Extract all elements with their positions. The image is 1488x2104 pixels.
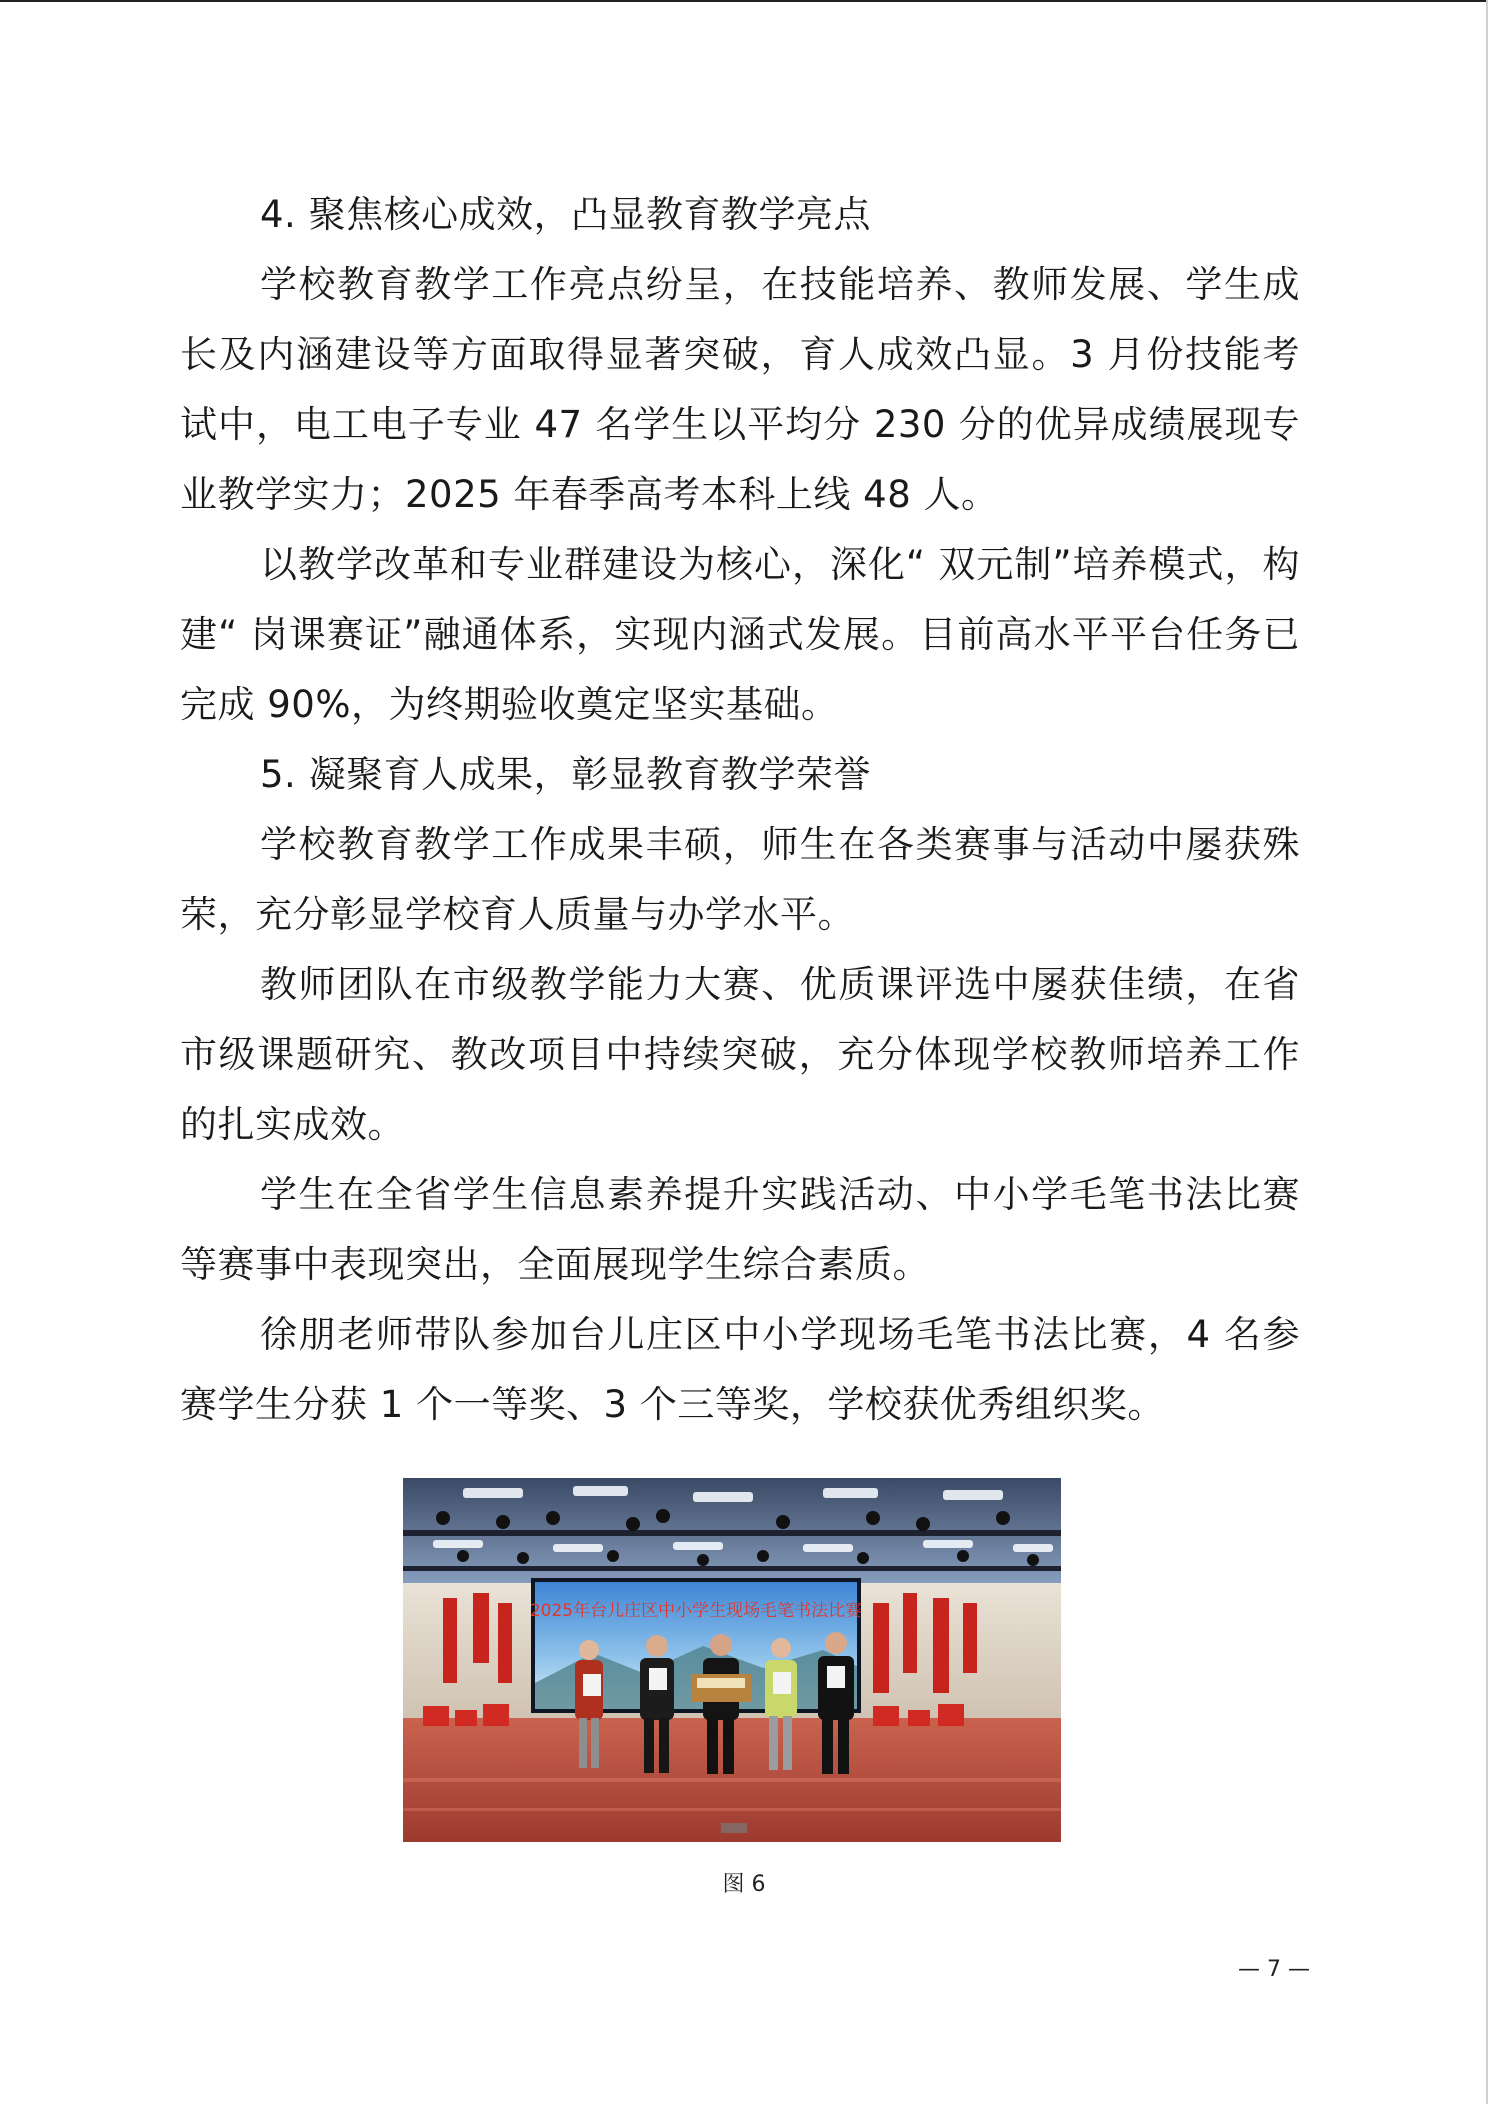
- competition-photo: [403, 1478, 1061, 1842]
- paragraph: 以教学改革和专业群建设为核心，深化“ 双元制”培养模式，构建“ 岗课赛证”融通体系，实现内涵式发展。目前高水平平台任务已完成 90%，为终期验收奠定坚实基础。: [180, 543, 1300, 726]
- top-border: [0, 0, 1488, 2]
- paragraph: 学校教育教学工作成果丰硕，师生在各类赛事与活动中屡获殊荣，充分彰显学校育人质量与办学水平。: [180, 823, 1300, 936]
- section-heading-4: 4. 聚焦核心成效，凸显教育教学亮点: [260, 193, 872, 236]
- paragraph: 徐朋老师带队参加台儿庄区中小学现场毛笔书法比赛，4 名参赛学生分获 1 个一等奖、3 个三等奖，学校获优秀组织奖。: [180, 1313, 1300, 1426]
- figure-caption: 图 6: [722, 1872, 766, 1897]
- screen-banner-text: 2025年台儿庄区中小学生现场毛笔书法比赛: [529, 1601, 863, 1621]
- section-heading-5: 5. 凝聚育人成果，彰显教育教学荣誉: [260, 753, 872, 796]
- paragraph: 教师团队在市级教学能力大赛、优质课评选中屡获佳绩，在省市级课题研究、教改项目中持续突破，充分体现学校教师培养工作的扎实成效。: [180, 963, 1300, 1146]
- document-body: [180, 180, 1300, 1440]
- paragraph: 学校教育教学工作亮点纷呈，在技能培养、教师发展、学生成长及内涵建设等方面取得显著突破，育人成效凸显。3 月份技能考试中，电工电子专业 47 名学生以平均分 230 分的优异成绩展现专业教学实力；2025 年春季高考本科上线 48 人。: [180, 263, 1300, 516]
- page-number: — 7 —: [1238, 1957, 1310, 1982]
- paragraph: 学生在全省学生信息素养提升实践活动、中小学毛笔书法比赛等赛事中表现突出，全面展现学生综合素质。: [180, 1173, 1300, 1286]
